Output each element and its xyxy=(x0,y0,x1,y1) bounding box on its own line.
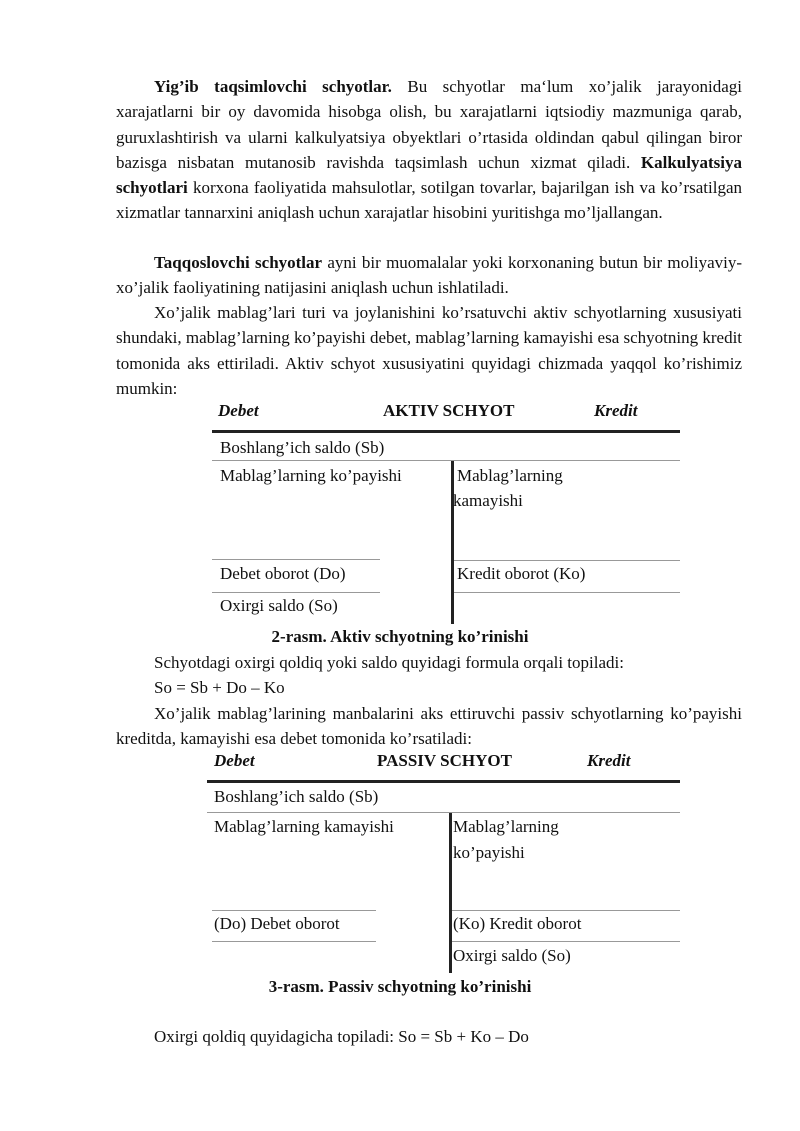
passiv-top-line xyxy=(207,780,680,783)
passiv-left-sum-line xyxy=(212,910,376,911)
passiv-closing-balance: Oxirgi saldo (So) xyxy=(453,946,571,965)
aktiv-top-line xyxy=(212,430,680,433)
passiv-kredit-label: Kredit xyxy=(587,751,631,770)
passiv-debit-turnover: (Do) Debet oborot xyxy=(214,914,340,933)
passiv-right-turnover-line xyxy=(452,941,680,942)
passiv-left-entry: Mablag’larning kamayishi xyxy=(214,817,394,836)
figure-2-caption: 2-rasm. Aktiv schyotning ko’rinishi xyxy=(271,627,529,646)
aktiv-kredit-label: Kredit xyxy=(594,401,638,420)
passiv-vertical-line xyxy=(449,813,452,973)
passiv-opening-balance: Boshlang’ich saldo (Sb) xyxy=(214,787,379,806)
aktiv-debet-label: Debet xyxy=(218,401,259,420)
term-taqqoslovchi: Taqqoslovchi schyotlar xyxy=(154,253,323,272)
term-yigib: Yig’ib taqsimlovchi schyotlar. xyxy=(154,77,392,96)
passiv-debet-label: Debet xyxy=(214,751,255,770)
formula-passiv: Oxirgi qoldiq quyidagicha topiladi: So = Sb + Ko – Do xyxy=(154,1027,529,1046)
passiv-right-sum-line xyxy=(452,910,680,911)
aktiv-title: AKTIV SCHYOT xyxy=(383,401,515,420)
term-kalkulyatsiya: Kalkulyatsiya schyotlari xyxy=(116,152,742,198)
aktiv-right-entry-2: kamayishi xyxy=(453,491,523,510)
passiv-opening-line xyxy=(207,812,680,813)
aktiv-credit-turnover: Kredit oborot (Ko) xyxy=(457,564,586,583)
formula-aktiv: So = Sb + Do – Ko xyxy=(154,678,285,697)
passiv-right-entry-1: Mablag’larning xyxy=(453,817,559,836)
aktiv-right-entry-1: Mablag’larning xyxy=(457,466,563,485)
aktiv-closing-balance: Oxirgi saldo (So) xyxy=(220,596,338,615)
passiv-credit-turnover: (Ko) Kredit oborot xyxy=(453,914,582,933)
aktiv-left-turnover-line xyxy=(212,592,380,593)
paragraph-yigib-taqsimlovchi: Yig’ib taqsimlovchi schyotlar. Bu schyotlar ma‘lum xo’jalik jarayonidagi xarajatlarni bir oy davomida hisobga olish, bu xarajatlarni iqtsiodiy mazmuniga qarab, guruxlashtirish va ularni kalkulyatsiya obyektlari o’rtasida oldindan qabul qilingan biror bazisga nisbatan mutanosib ravishda taqsimlash uchun xizmat qiladi. Kalkulyatsiya schyotlari korxona faoliyatida mahsulotlar, sotilgan tovarlar, bajarilgan ish va ko’rsatilgan xizmatlar tannarxini aniqlash uchun xarajatlar hisobini yuritishga mo’ljallangan. xyxy=(116,77,742,223)
paragraph-aktiv-intro: Xo’jalik mablag’lari turi va joylanishini ko’rsatuvchi aktiv schyotlarning xususiyati shundaki, mablag’larning ko’payishi debet, mablag’larning kamayishi esa schyotning kredit tomonida aks ettiriladi. Aktiv schyot xususiyatini quyidagi chizmada yaqqol ko’rishimiz mumkin: xyxy=(116,303,743,398)
passiv-left-turnover-line xyxy=(212,941,376,942)
figure-3-caption: 3-rasm. Passiv schyotning ko’rinishi xyxy=(268,977,532,996)
aktiv-debit-turnover: Debet oborot (Do) xyxy=(220,564,346,583)
aktiv-opening-line xyxy=(212,460,680,461)
passiv-title: PASSIV SCHYOT xyxy=(377,751,512,770)
aktiv-left-sum-line xyxy=(212,559,380,560)
aktiv-right-turnover-line xyxy=(454,592,680,593)
aktiv-left-entry: Mablag’larning ko’payishi xyxy=(220,466,402,485)
formula-intro: Schyotdagi oxirgi qoldiq yoki saldo quyidagi formula orqali topiladi: xyxy=(154,653,624,672)
paragraph-passiv-intro: Xo’jalik mablag’larining manbalarini aks ettiruvchi passiv schyotlarning ko’payishi kreditda, kamayishi esa debet tomonida ko’rsatiladi: xyxy=(116,704,742,749)
passiv-right-entry-2: ko’payishi xyxy=(453,843,525,862)
paragraph-taqqoslovchi: Taqqoslovchi schyotlar ayni bir muomalalar yoki korxonaning butun bir moliyaviy-xo’jalik faoliyatining natijasini aniqlash uchun ishlatiladi. xyxy=(116,253,743,298)
aktiv-vertical-line xyxy=(451,461,454,624)
aktiv-right-sum-line xyxy=(454,560,680,561)
aktiv-opening-balance: Boshlang’ich saldo (Sb) xyxy=(220,438,385,457)
